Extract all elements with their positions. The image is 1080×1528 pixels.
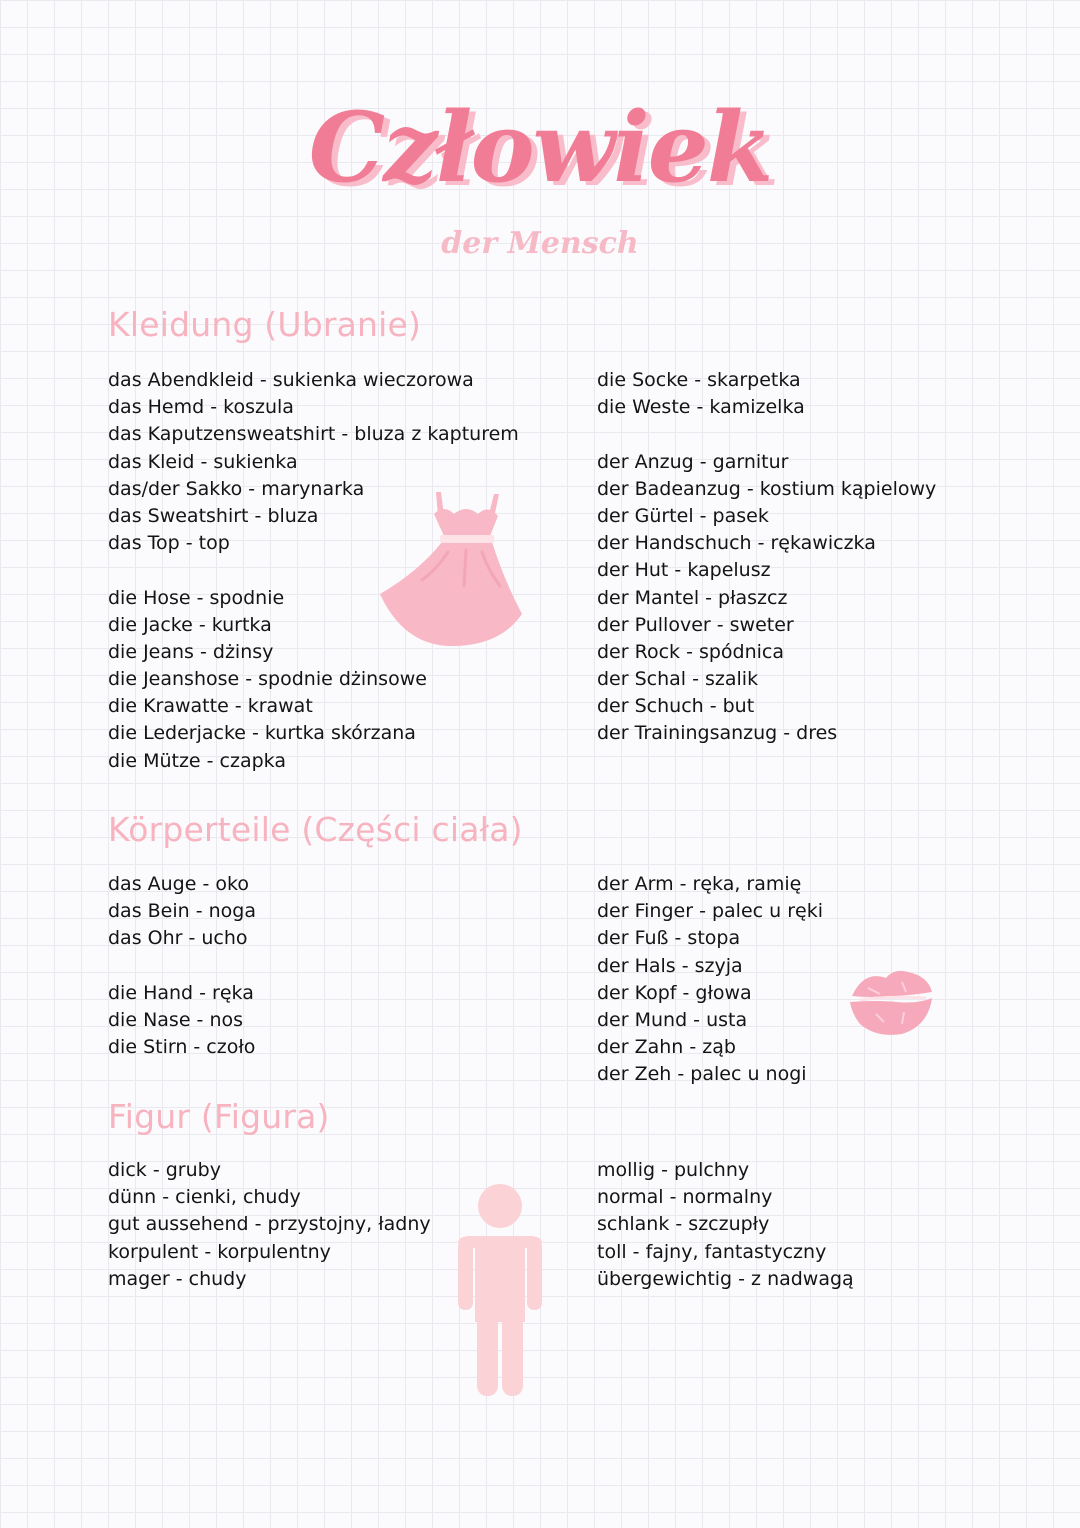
vocab-entry: die Nase - nos — [108, 1008, 244, 1031]
vocab-entry: dick - gruby — [108, 1159, 221, 1181]
vocab-entry: übergewichtig - z nadwagą — [597, 1267, 854, 1290]
vocab-entry: der Zahn - ząb — [597, 1036, 736, 1059]
vocab-entry: die Mütze - czapka — [108, 749, 286, 772]
vocab-entry: das Ohr - ucho — [108, 927, 248, 950]
vocab-entry: die Lederjacke - kurtka skórzana — [108, 722, 416, 745]
vocab-entry: die Hand - ręka — [108, 981, 254, 1004]
vocab-entry: das Auge - oko — [108, 873, 249, 895]
vocab-entry: der Mund - usta — [597, 1008, 748, 1031]
figure-list-left — [108, 1157, 431, 1293]
page-title: Człowiek — [308, 91, 772, 204]
vocab-entry: das/der Sakko - marynarka — [108, 477, 365, 500]
page-subtitle: der Mensch — [441, 226, 639, 261]
vocab-entry: die Weste - kamizelka — [597, 396, 805, 419]
body-parts-list-left — [108, 871, 256, 1061]
vocab-entry: der Finger - palec u ręki — [597, 900, 823, 923]
vocab-entry: das Kleid - sukienka — [108, 450, 298, 473]
section-heading-body-parts: Körperteile (Części ciała) — [108, 810, 523, 849]
section-heading-figure: Figur (Figura) — [108, 1097, 330, 1136]
vocab-entry: die Hose - spodnie — [108, 586, 285, 609]
vocab-entry: mollig - pulchny — [597, 1159, 750, 1181]
lips-icon — [846, 966, 936, 1038]
vocab-entry: schlank - szczupły — [597, 1213, 770, 1236]
vocab-entry: die Jeans - dżinsy — [108, 640, 274, 663]
vocab-entry: die Jeanshose - spodnie dżinsowe — [108, 668, 427, 691]
vocab-entry: normal - normalny — [597, 1186, 773, 1209]
vocab-entry: das Bein - noga — [108, 900, 256, 923]
vocab-entry: der Handschuch - rękawiczka — [597, 532, 876, 555]
group-gap — [597, 421, 936, 448]
vocab-entry: der Badeanzug - kostium kąpielowy — [597, 477, 937, 500]
vocab-entry: das Sweatshirt - bluza — [108, 504, 319, 527]
vocab-entry: der Zeh - palec u nogi — [597, 1063, 807, 1086]
vocab-entry: der Kopf - głowa — [597, 981, 752, 1004]
vocab-entry: der Arm - ręka, ramię — [597, 873, 802, 895]
vocab-entry: der Fuß - stopa — [597, 927, 741, 950]
vocab-entry: korpulent - korpulentny — [108, 1240, 331, 1263]
vocab-entry: die Stirn - czoło — [108, 1036, 256, 1059]
body-parts-list-right — [597, 871, 823, 1089]
vocab-entry: toll - fajny, fantastyczny — [597, 1240, 827, 1263]
vocab-entry: mager - chudy — [108, 1267, 247, 1290]
vocab-entry: der Schuch - but — [597, 695, 755, 718]
dress-icon — [378, 490, 526, 650]
group-gap — [108, 953, 256, 980]
figure-list-right — [597, 1157, 854, 1293]
vocab-entry: die Krawatte - krawat — [108, 695, 313, 718]
vocab-entry: das Hemd - koszula — [108, 396, 294, 419]
vocab-entry: gut aussehend - przystojny, ładny — [108, 1213, 431, 1236]
section-heading-clothing: Kleidung (Ubranie) — [108, 305, 422, 344]
vocab-entry: der Schal - szalik — [597, 668, 759, 691]
vocab-entry: die Jacke - kurtka — [108, 613, 272, 636]
vocab-entry: das Kaputzensweatshirt - bluza z kapturem — [108, 423, 519, 446]
vocab-entry: der Gürtel - pasek — [597, 504, 769, 527]
vocab-entry: das Top - top — [108, 532, 230, 555]
vocab-entry: die Socke - skarpetka — [597, 369, 801, 391]
vocab-entry: der Trainingsanzug - dres — [597, 722, 838, 745]
clothing-list-right — [597, 367, 936, 748]
vocab-entry: der Hut - kapelusz — [597, 559, 771, 582]
person-icon — [454, 1184, 546, 1398]
vocab-entry: der Hals - szyja — [597, 954, 743, 977]
vocab-entry: dünn - cienki, chudy — [108, 1186, 301, 1209]
vocab-entry: der Anzug - garnitur — [597, 450, 789, 473]
vocab-entry: der Mantel - płaszcz — [597, 586, 788, 609]
vocab-entry: der Rock - spódnica — [597, 640, 785, 663]
vocab-entry: der Pullover - sweter — [597, 613, 794, 636]
vocab-entry: das Abendkleid - sukienka wieczorowa — [108, 369, 474, 391]
